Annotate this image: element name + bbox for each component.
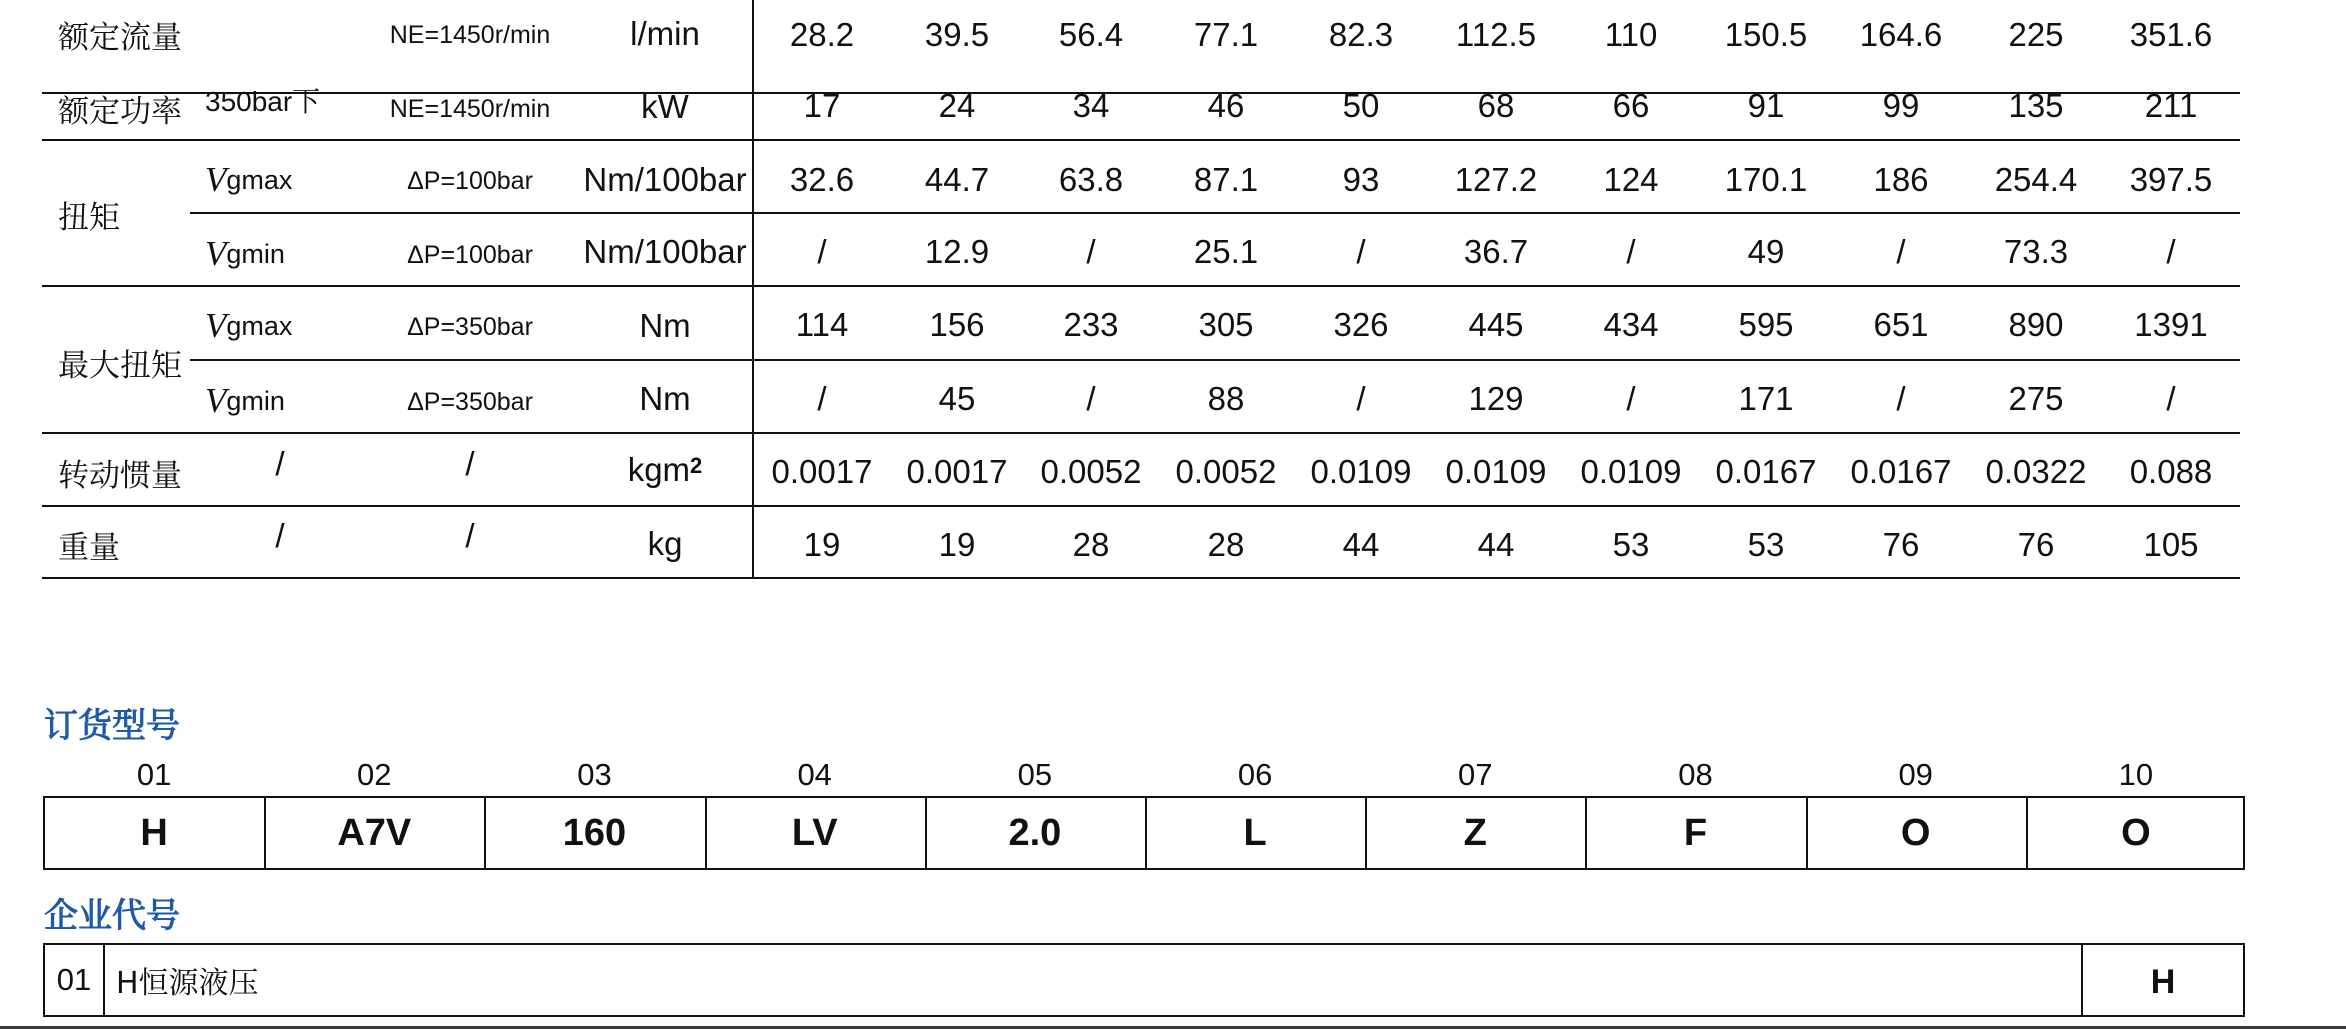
table-cell: / [1086,380,1096,417]
table-cell: 12.9 [924,233,990,270]
table-cell: 135 [2008,87,2064,124]
row-label: 额定功率 [58,93,182,130]
row-sublabel: / [275,445,285,482]
table-cell: 170.1 [1724,161,1808,198]
row-unit: Nm/100bar [583,161,747,198]
table-cell: 124 [1603,161,1659,198]
table-cell: 34 [1072,87,1110,124]
row-unit: kgm $^2$ [627,451,703,488]
order-code: A7V [337,811,412,854]
row-label: 重量 [58,529,120,566]
table-cell: 82.3 [1328,16,1394,53]
table-cell: / [1356,233,1366,270]
row-label: 额定流量 [58,19,182,56]
table-cell: 24 [938,87,976,124]
table-cell: 890 [2008,306,2064,343]
table-cell: 150.5 [1724,16,1808,53]
table-cell: 93 [1342,161,1380,198]
row-condition: NE=1450r/min [389,94,551,123]
table-cell: / [817,233,827,270]
table-cell: 28 [1207,526,1245,563]
row-unit: Nm [639,380,691,417]
order-index: 10 [2118,757,2154,792]
company-code: H [2150,962,2176,1001]
table-cell: 0.088 [2129,453,2213,490]
table-cell: 156 [929,306,985,343]
row-condition: ΔP=350bar [407,312,533,341]
order-index: 07 [1458,757,1493,792]
table-cell: 397.5 [2129,161,2213,198]
table-cell: 88 [1207,380,1245,417]
row-unit: Nm/100bar [583,233,747,270]
order-index: 05 [1017,757,1053,792]
order-code: LV [791,811,838,854]
order-index: 06 [1237,757,1273,792]
table-cell: 0.0052 [1175,453,1277,490]
row-sublabel: V gmin [205,234,285,273]
company-section-title: 企业代号 [44,896,180,936]
table-cell: / [1896,233,1906,270]
table-cell: 77.1 [1193,16,1259,53]
table-cell: 0.0167 [1715,453,1817,490]
company-table [43,943,2245,1017]
order-code: F [1683,811,1708,854]
company-divider [103,944,105,1016]
table-cell: 53 [1747,526,1785,563]
table-hline [42,577,2240,579]
table-cell: 164.6 [1859,16,1943,53]
table-cell: 28 [1072,526,1110,563]
table-cell: 171 [1738,380,1794,417]
table-cell: / [2166,380,2176,417]
table-cell: 233 [1063,306,1119,343]
row-condition: NE=1450r/min [389,20,551,49]
table-cell: 326 [1333,306,1389,343]
order-code: 160 [562,811,627,854]
table-cell: 0.0109 [1445,453,1547,490]
table-cell: 46 [1207,87,1245,124]
table-cell: 0.0017 [771,453,873,490]
table-cell: 1391 [2134,306,2208,343]
row-label: 转动惯量 [58,457,182,494]
table-cell: 17 [803,87,841,124]
table-cell: 434 [1603,306,1659,343]
table-cell: 0.0052 [1040,453,1142,490]
table-cell: / [2166,233,2176,270]
table-cell: 19 [803,526,841,563]
table-cell: 44 [1477,526,1515,563]
table-cell: 110 [1604,16,1658,53]
table-cell: 91 [1747,87,1785,124]
table-cell: 445 [1468,306,1524,343]
order-index: 02 [357,757,392,792]
row-unit: kg [647,525,683,562]
table-cell: 45 [938,380,976,417]
row-unit: Nm [639,307,691,344]
table-cell: 44.7 [924,161,990,198]
table-cell: / [1896,380,1906,417]
table-cell: 0.0109 [1580,453,1682,490]
order-section-title: 订货型号 [44,706,180,746]
row-condition: ΔP=100bar [407,240,533,269]
table-cell: 36.7 [1463,233,1529,270]
table-hline [42,505,2240,507]
table-cell: 105 [2143,526,2199,563]
table-cell: / [817,380,827,417]
table-cell: 114 [795,306,849,343]
row-sublabel: / [275,517,285,554]
order-index: 08 [1678,757,1713,792]
table-cell: 0.0322 [1985,453,2087,490]
table-cell: 19 [938,526,976,563]
order-code: O [2121,811,2151,854]
table-cell: / [1626,380,1636,417]
table-cell: 44 [1342,526,1380,563]
table-cell: 211 [2144,87,2198,124]
table-cell: 66 [1612,87,1650,124]
table-cell: 305 [1198,306,1254,343]
row-label: 最大扭矩 [58,347,182,384]
table-cell: / [1626,233,1636,270]
row-condition: / [465,517,475,554]
table-cell: / [1086,233,1096,270]
table-cell: 127.2 [1454,161,1538,198]
row-condition: / [465,445,475,482]
table-cell: 351.6 [2129,16,2213,53]
company-index: 01 [56,962,92,997]
table-cell: 28.2 [789,16,855,53]
order-code: L [1243,811,1267,854]
row-sublabel: 350bar下 [205,86,321,117]
row-sublabel: V gmax [205,160,293,199]
row-unit: l/min [630,15,700,52]
table-cell: 112.5 [1455,16,1537,53]
order-index: 04 [797,757,832,792]
table-cell: 56.4 [1058,16,1124,53]
row-unit: kW [641,88,689,125]
table-cell: 53 [1612,526,1650,563]
table-cell: 595 [1738,306,1794,343]
order-code: O [1900,811,1931,854]
table-cell: 50 [1342,87,1380,124]
table-cell: 0.0167 [1850,453,1952,490]
table-cell: 254.4 [1994,161,2078,198]
table-cell: 651 [1873,306,1929,343]
table-cell: 49 [1747,233,1785,270]
row-condition: ΔP=100bar [407,166,533,195]
row-sublabel: V gmin [205,381,285,420]
table-cell: 76 [1882,526,1920,563]
table-cell: 275 [2008,380,2064,417]
table-cell: 0.0109 [1310,453,1412,490]
table-cell: 32.6 [789,161,855,198]
row-sublabel: V gmax [205,306,293,345]
order-code: 2.0 [1008,811,1062,854]
table-cell: 63.8 [1058,161,1124,198]
table-cell: 87.1 [1193,161,1259,198]
table-cell: 76 [2017,526,2055,563]
table-cell: / [1356,380,1366,417]
table-cell: 186 [1873,161,1929,198]
order-index: 09 [1898,757,1933,792]
row-label: 扭矩 [58,199,120,236]
table-cell: 99 [1882,87,1920,124]
table-cell: 0.0017 [906,453,1008,490]
company-name: H恒源液压 [116,966,259,1001]
table-cell: 39.5 [924,16,990,53]
table-cell: 225 [2008,16,2064,53]
table-cell: 129 [1468,380,1524,417]
order-index: 03 [577,757,612,792]
order-code: Z [1463,811,1487,854]
order-code: H [140,811,168,854]
row-condition: ΔP=350bar [407,387,533,416]
table-cell: 25.1 [1193,233,1259,270]
table-cell: 73.3 [2003,233,2069,270]
order-index: 01 [136,757,172,792]
table-cell: 68 [1477,87,1515,124]
